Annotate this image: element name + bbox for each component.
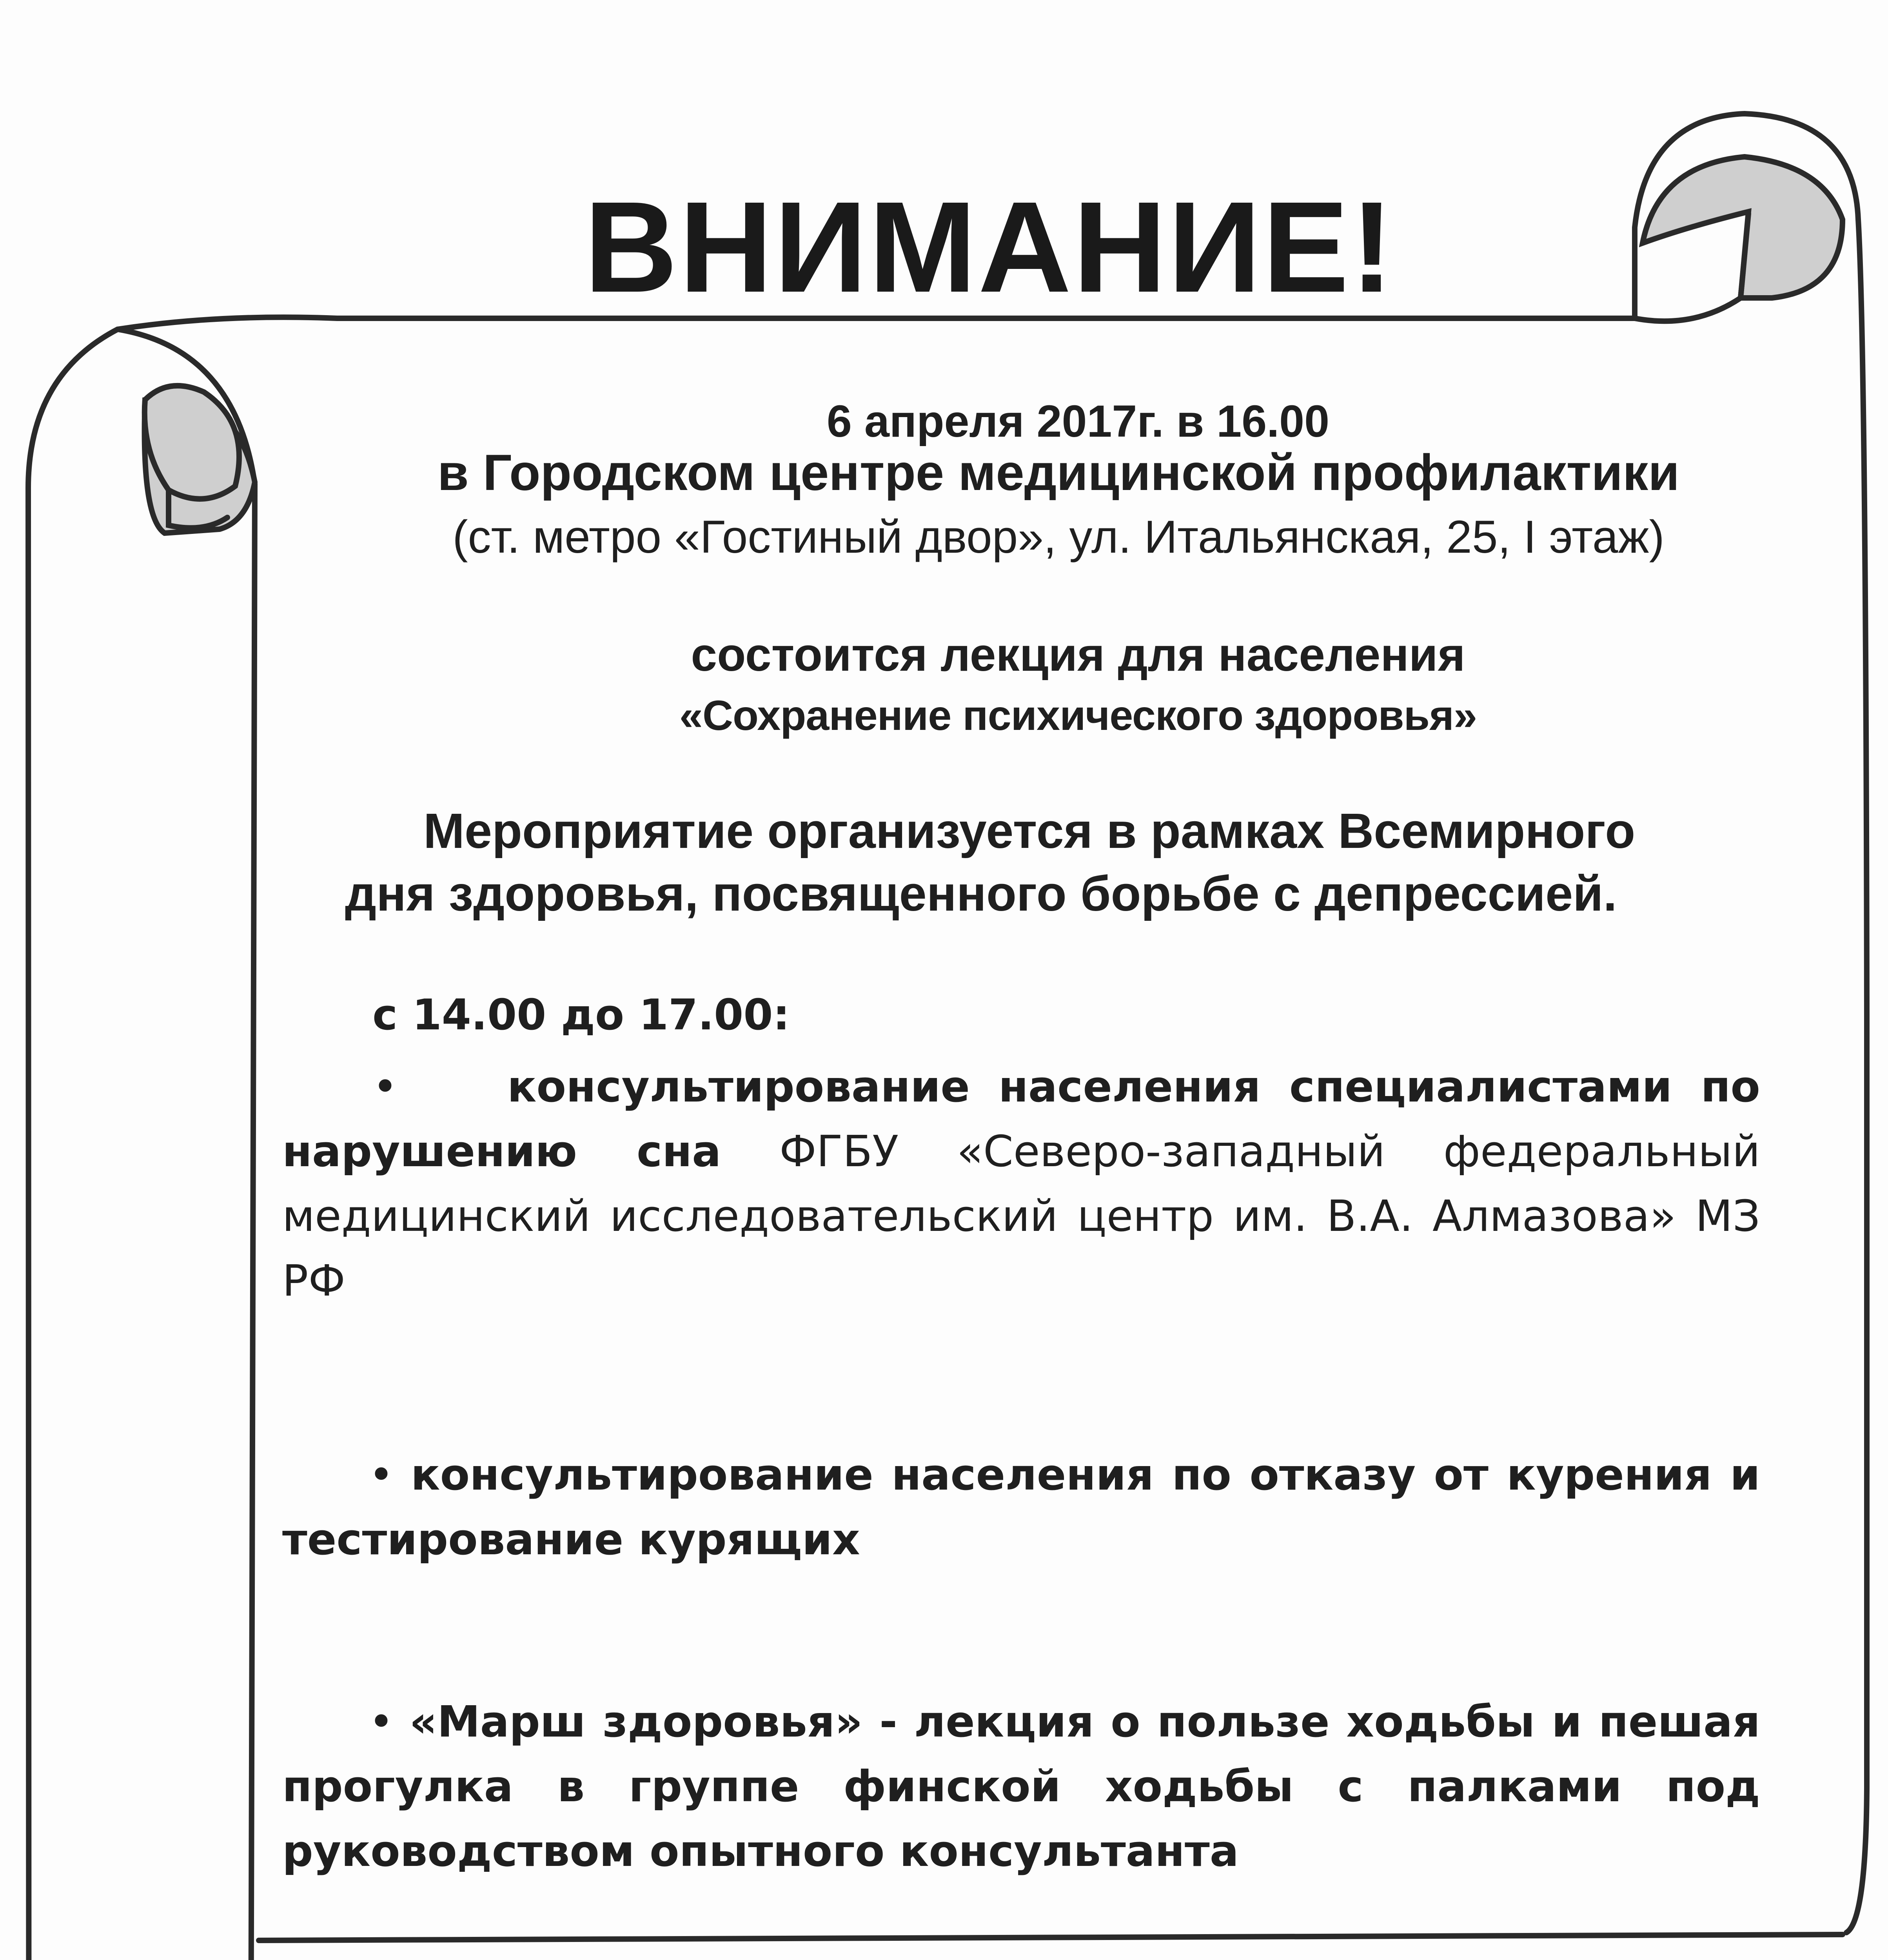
schedule-section [282,984,1760,1884]
event-date-time: 6 апреля 2017г. в 16.00 [826,396,1330,446]
scroll-right-curl [1643,157,1843,298]
schedule-item [282,1054,1760,1313]
schedule-item-regular-text: ФГБУ «Северо-западный федеральный медицинский исследовательский центр им. В.А. Алмазова» МЗ РФ [282,1126,1760,1306]
schedule-item [282,1443,1760,1572]
event-place: в Городском центре медицинской профилактики [437,444,1680,501]
poster-title: ВНИМАНИЕ! [584,174,1395,319]
bullet-marker: • [372,1062,398,1112]
bullet-marker: • [369,1450,394,1500]
scroll-left-roll [28,484,255,1960]
schedule-item-bold-text: консультирование населения по отказу от курения и тестирование курящих [282,1450,1760,1564]
scroll-left-curl [145,386,255,533]
schedule-time-range: с 14.00 до 17.00: [372,991,790,1040]
schedule-item-bold-text: «Марш здоровья» - лекция о пользе ходьбы и пешая прогулка в группе финской ходьбы с палками под руководством опытного консультанта [282,1697,1760,1876]
bullet-marker: • [369,1697,394,1747]
event-address: (ст. метро «Гостиный двор», ул. Итальянская, 25, I этаж) [452,511,1665,563]
event-context-line-1: Мероприятие организуется в рамках Всемирного [423,803,1636,858]
schedule-item-bold-text: консультирование населения специалистами по нарушению сна [282,1062,1760,1176]
lecture-intro: состоится лекция для населения [691,628,1465,681]
scroll-right-edge [1846,220,1867,1933]
lecture-name: «Сохранение психического здоровья» [679,691,1477,739]
event-context [345,800,1741,925]
schedule-item [282,1690,1760,1884]
event-context-line-2: дня здоровья, посвященного борьбе с депрессией. [345,866,1617,921]
scroll-bottom-edge [259,1935,1843,1940]
